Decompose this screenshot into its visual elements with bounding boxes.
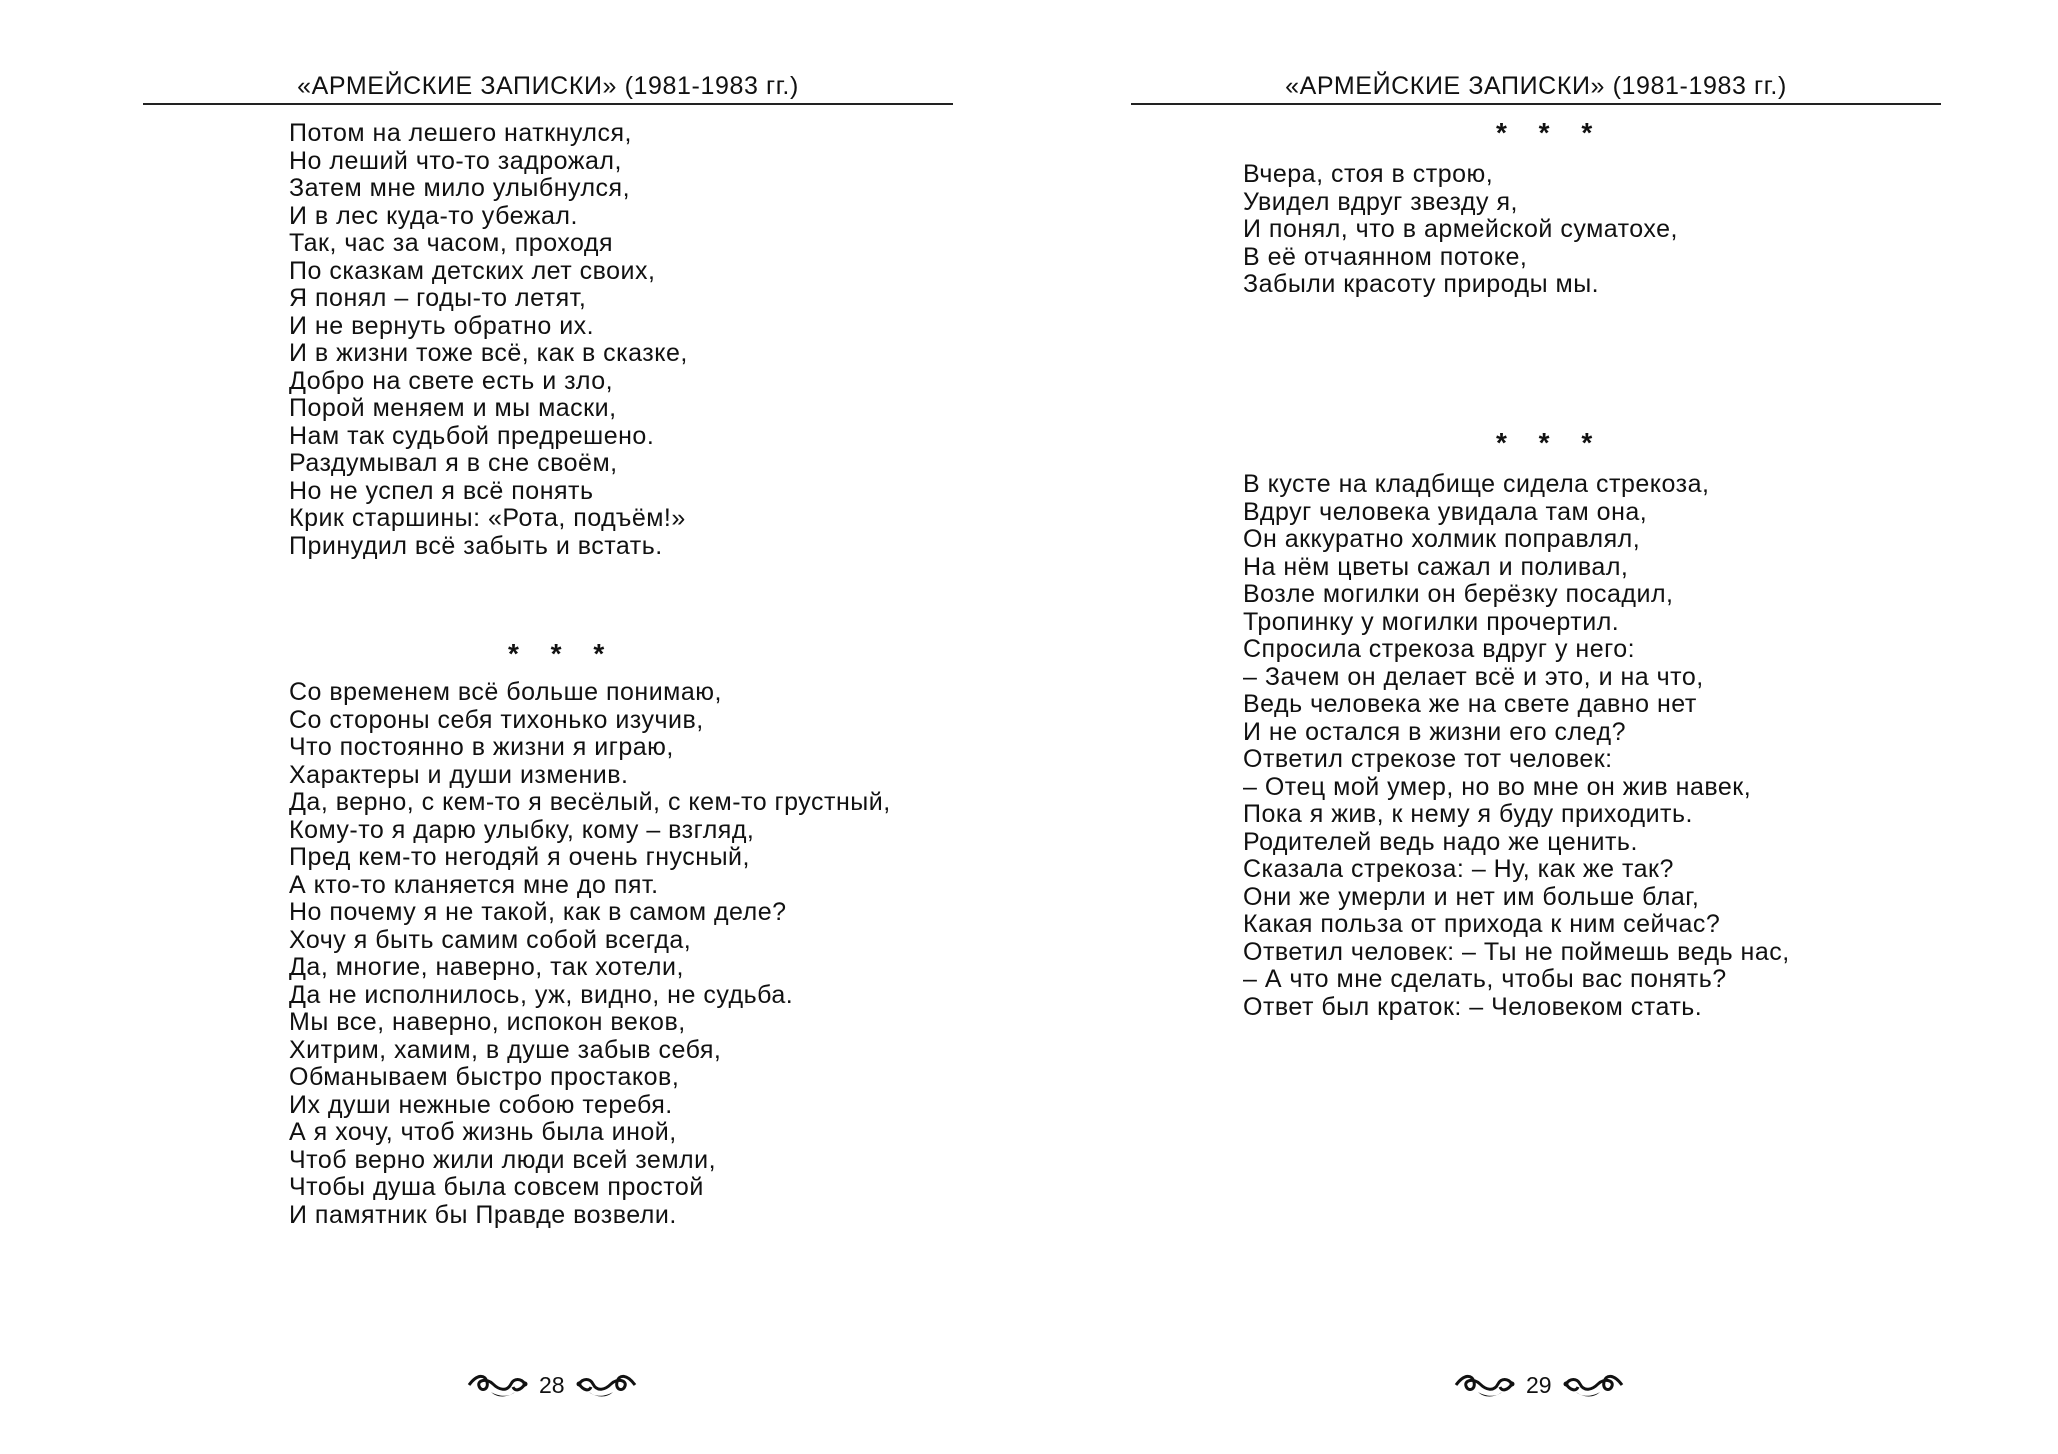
poem-line: Я понял – годы-то летят, — [289, 284, 587, 312]
poem-line: И не вернуть обратно их. — [289, 311, 595, 340]
stanza-separator: * * * — [1496, 117, 1605, 148]
poem-line: Ответил человек: – Ты не поймешь ведь нас, — [1243, 937, 1790, 966]
poem-stanza — [289, 120, 688, 560]
poem-line: И не остался в жизни его след? — [1243, 717, 1626, 746]
poem-line: Сказала стрекоза: – Ну, как же так? — [1243, 855, 1674, 883]
poem-line: – А что мне сделать, чтобы вас понять? — [1243, 965, 1727, 993]
page-number: 29 — [1526, 1371, 1552, 1398]
poem-line: Но почему я не такой, как в самом деле? — [289, 898, 787, 926]
scroll-ornament-icon — [1562, 1370, 1624, 1400]
poem-line: Ответил стрекозе тот человек: — [1243, 745, 1613, 773]
poem-line: Их души нежные собою теребя. — [289, 1090, 673, 1119]
poem-line: И понял, что в армейской суматохе, — [1243, 215, 1678, 243]
poem-line: Что постоянно в жизни я играю, — [289, 733, 674, 761]
poem-stanza — [289, 679, 891, 1229]
header-rule — [143, 103, 953, 105]
poem-line: Родителей ведь надо же ценить. — [1243, 827, 1638, 856]
poem-line: А я хочу, чтоб жизнь была иной, — [289, 1118, 677, 1146]
poem-line: Вчера, стоя в строю, — [1243, 160, 1494, 188]
poem-line: – Отец мой умер, но во мне он жив навек, — [1243, 772, 1752, 801]
poem-line: Пока я жив, к нему я буду приходить. — [1243, 800, 1693, 828]
poem-line: Чтобы душа была совсем простой — [289, 1173, 704, 1201]
poem-line: Да, многие, наверно, так хотели, — [289, 953, 684, 981]
poem-line: Забыли красоту природы мы. — [1243, 270, 1600, 298]
poem-line: Но леший что-то задрожал, — [289, 146, 622, 175]
running-head: «АРМЕЙСКИЕ ЗАПИСКИ» (1981-1983 гг.) — [297, 72, 799, 100]
poem-line: А кто-то кланяется мне до пят. — [289, 870, 659, 899]
poem-line: Характеры и души изменив. — [289, 760, 629, 789]
poem-line: Вдруг человека увидала там она, — [1243, 497, 1648, 526]
poem-line: Мы все, наверно, испокон веков, — [289, 1008, 686, 1036]
poem-line: На нём цветы сажал и поливал, — [1243, 552, 1629, 581]
poem-line: Пред кем-то негодяй я очень гнусный, — [289, 843, 750, 871]
poem-line: Кому-то я дарю улыбку, кому – взгляд, — [289, 815, 755, 844]
poem-line: Спросила стрекоза вдруг у него: — [1243, 635, 1636, 663]
poem-line: Принудил всё забыть и встать. — [289, 531, 663, 560]
poem-line: Раздумывал я в сне своём, — [289, 449, 618, 477]
poem-line: И в жизни тоже всё, как в сказке, — [289, 339, 688, 367]
poem-line: Порой меняем и мы маски, — [289, 394, 617, 422]
poem-line: – Зачем он делает всё и это, и на что, — [1243, 662, 1704, 691]
scroll-ornament-icon — [1454, 1370, 1516, 1400]
page-folio — [467, 1365, 637, 1405]
poem-line: И в лес куда-то убежал. — [289, 201, 578, 230]
poem-line: Обманываем быстро простаков, — [289, 1063, 680, 1091]
poem-line: Потом на лешего наткнулся, — [289, 119, 632, 147]
stanza-separator: * * * — [508, 638, 617, 669]
poem-line: Хитрим, хамим, в душе забыв себя, — [289, 1035, 722, 1064]
poem-stanza — [1243, 471, 1790, 1021]
poem-line: Он аккуратно холмик поправлял, — [1243, 525, 1641, 553]
poem-line: Тропинку у могилки прочертил. — [1243, 607, 1620, 636]
poem-line: В её отчаянном потоке, — [1243, 242, 1528, 271]
page-number: 28 — [539, 1371, 565, 1398]
scroll-ornament-icon — [467, 1370, 529, 1400]
poem-stanza — [1243, 161, 1678, 299]
running-head: «АРМЕЙСКИЕ ЗАПИСКИ» (1981-1983 гг.) — [1285, 72, 1787, 100]
poem-line: Увидел вдруг звезду я, — [1243, 187, 1518, 216]
scroll-ornament-icon — [575, 1370, 637, 1400]
poem-line: Чтоб верно жили люди всей земли, — [289, 1145, 717, 1174]
page-folio — [1454, 1365, 1624, 1405]
header-rule — [1131, 103, 1941, 105]
poem-line: Со стороны себя тихонько изучив, — [289, 705, 704, 734]
poem-line: Но не успел я всё понять — [289, 476, 594, 505]
poem-line: Затем мне мило улыбнулся, — [289, 174, 631, 202]
poem-line: В кусте на кладбище сидела стрекоза, — [1243, 470, 1710, 498]
poem-line: Ведь человека же на свете давно нет — [1243, 690, 1697, 718]
poem-line: Хочу я быть самим собой всегда, — [289, 925, 692, 954]
poem-line: Они же умерли и нет им больше благ, — [1243, 882, 1700, 911]
poem-line: Какая польза от прихода к ним сейчас? — [1243, 910, 1721, 938]
poem-line: Крик старшины: «Рота, подъём!» — [289, 504, 686, 532]
stanza-separator: * * * — [1496, 427, 1605, 458]
poem-line: Добро на свете есть и зло, — [289, 366, 614, 395]
poem-line: Нам так судьбой предрешено. — [289, 421, 655, 450]
poem-line: Да, верно, с кем-то я весёлый, с кем-то грустный, — [289, 788, 891, 816]
poem-line: Да не исполнилось, уж, видно, не судьба. — [289, 980, 794, 1009]
poem-line: По сказкам детских лет своих, — [289, 256, 656, 285]
poem-line: Так, час за часом, проходя — [289, 229, 614, 257]
poem-line: Ответ был краток: – Человеком стать. — [1243, 992, 1703, 1021]
poem-line: И памятник бы Правде возвели. — [289, 1200, 677, 1229]
poem-line: Возле могилки он берёзку посадил, — [1243, 580, 1674, 608]
poem-line: Со временем всё больше понимаю, — [289, 678, 722, 706]
right-page — [1029, 0, 2058, 1454]
